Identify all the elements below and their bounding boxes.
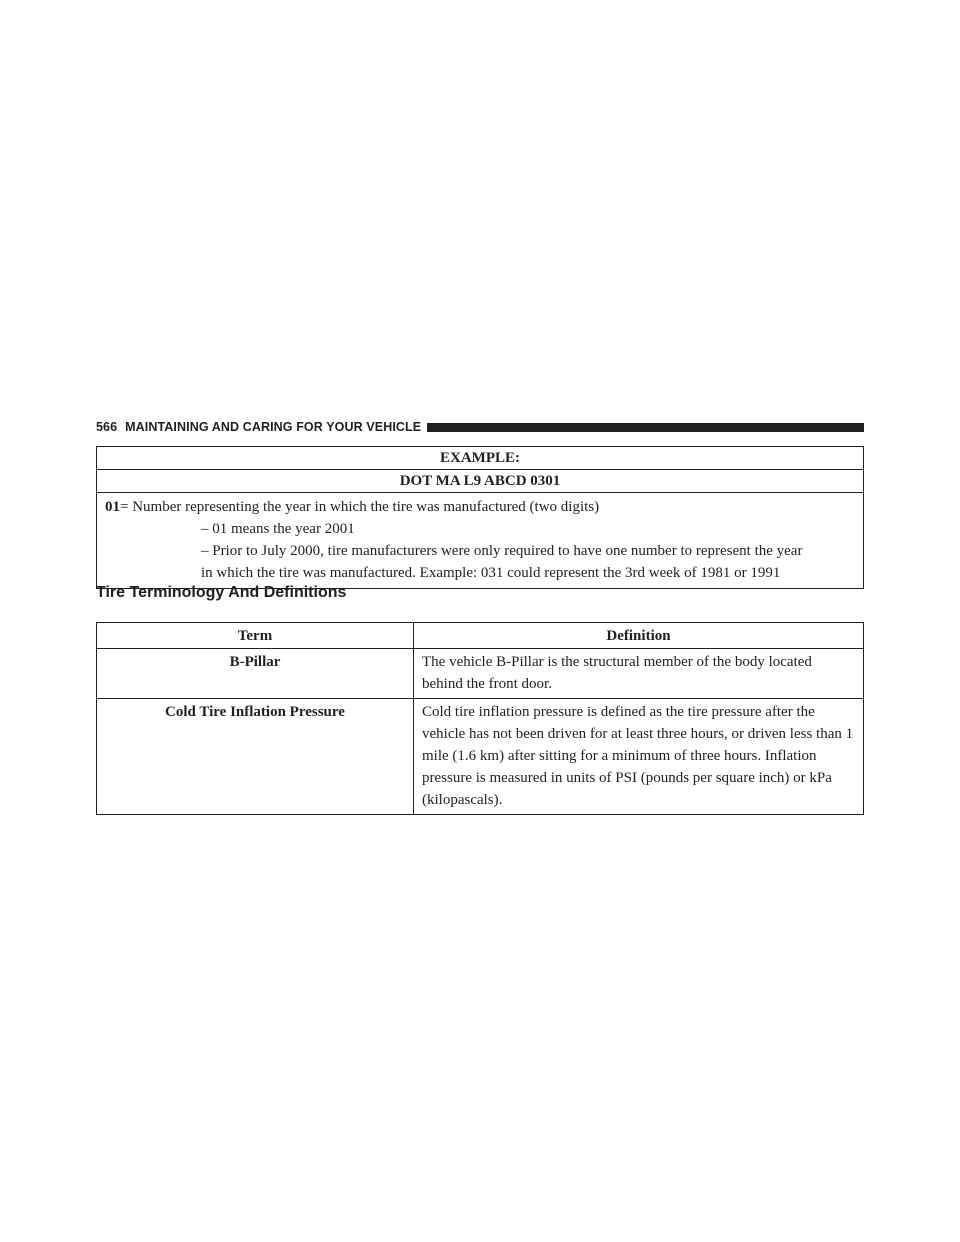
running-header — [96, 418, 864, 436]
example-key-line — [105, 496, 855, 518]
example-explanation-row — [97, 493, 864, 589]
table-row — [97, 649, 864, 699]
example-heading: EXAMPLE: — [97, 447, 864, 470]
example-heading-row — [97, 447, 864, 470]
column-header-term: Term — [97, 623, 414, 649]
page-number: 566 — [96, 420, 118, 434]
example-key: 01 — [105, 499, 120, 515]
term-cell: B-Pillar — [97, 649, 414, 699]
definition-cell: Cold tire inflation pressure is defined as the tire pressure after the vehicle has not been driven for at least three hours, or driven less than 1 mile (1.6 km) after sitting for a minimum of three hours. Inflation pressure is measured in units of PSI (pounds per square inch) or kPa (kilopascals). — [414, 699, 864, 815]
example-bullet: – Prior to July 2000, tire manufacturers were only required to have one number to represent the year — [201, 543, 803, 559]
example-description: = Number representing the year in which the tire was manufactured (two digits) — [120, 499, 600, 515]
example-code-row — [97, 470, 864, 493]
example-continuation: in which the tire was manufactured. Example: 031 could represent the 3rd week of 1981 or 1991 — [201, 565, 781, 581]
term-cell: Cold Tire Inflation Pressure — [97, 699, 414, 815]
definition-cell: The vehicle B-Pillar is the structural member of the body located behind the front door. — [414, 649, 864, 699]
example-bullet: – 01 means the year 2001 — [201, 521, 355, 537]
table-header-row — [97, 623, 864, 649]
table-row — [97, 699, 864, 815]
header-rule — [427, 423, 864, 432]
section-heading: Tire Terminology And Definitions — [96, 584, 347, 601]
terminology-table — [96, 622, 864, 815]
dot-example-table — [96, 446, 864, 589]
column-header-definition: Definition — [414, 623, 864, 649]
example-code: DOT MA L9 ABCD 0301 — [97, 470, 864, 493]
example-explanation — [97, 493, 864, 589]
section-header-title: MAINTAINING AND CARING FOR YOUR VEHICLE — [125, 420, 422, 434]
